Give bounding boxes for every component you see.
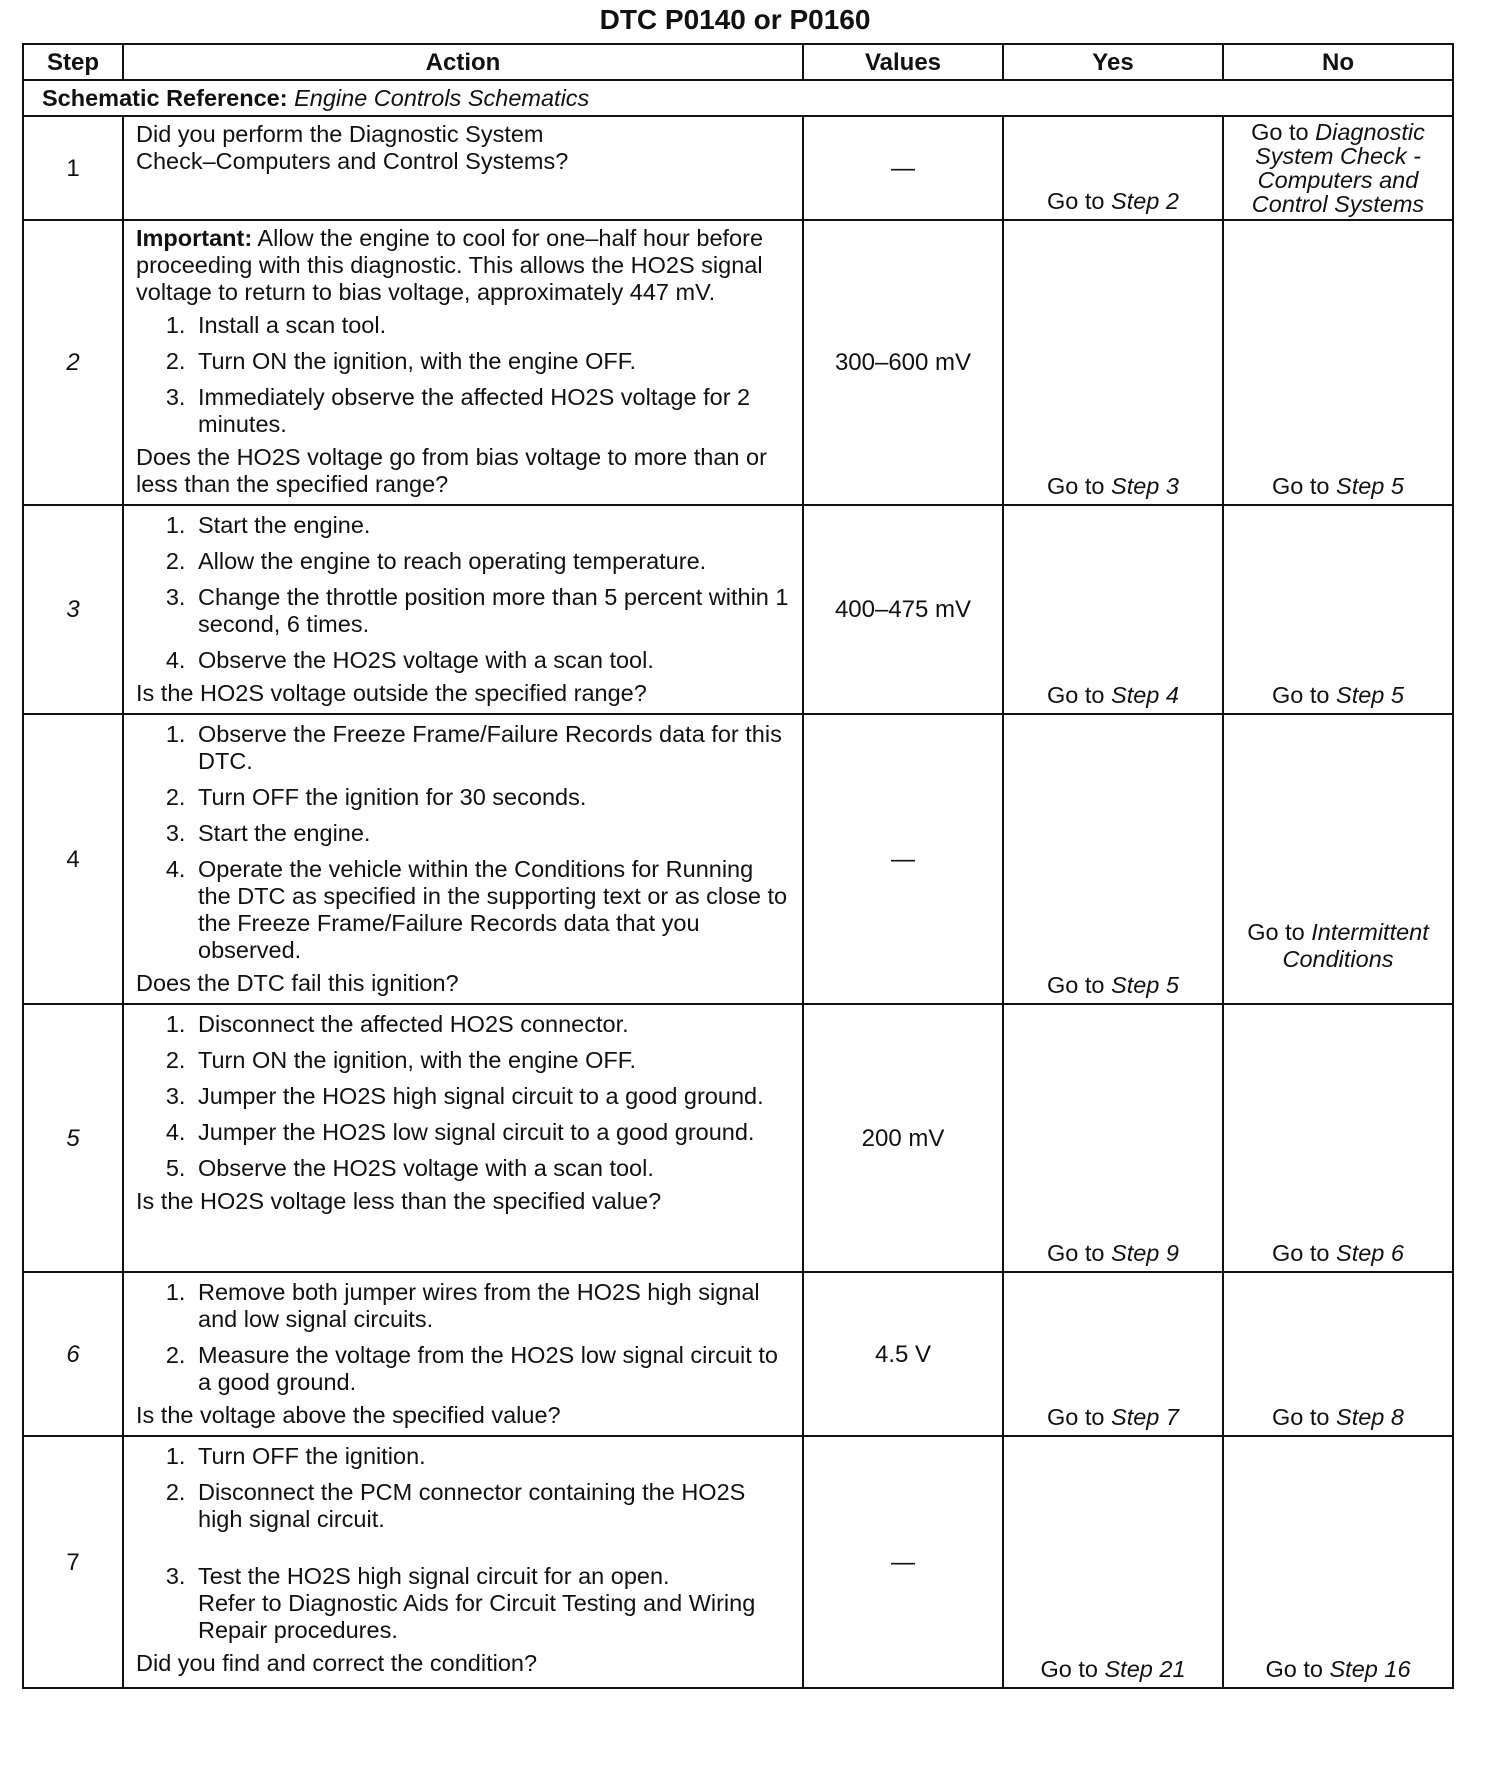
yes-link[interactable]: Step 3: [1111, 473, 1179, 499]
step-number: 7: [23, 1436, 123, 1688]
list-item: 3. Start the engine.: [192, 820, 790, 847]
schematic-reference-link[interactable]: Engine Controls Schematics: [294, 84, 590, 111]
value-cell: —: [803, 714, 1003, 1004]
table-row: [23, 1272, 1453, 1436]
no-link[interactable]: Step 6: [1336, 1240, 1404, 1266]
no-cell[interactable]: Go to Step 5: [1223, 220, 1453, 505]
table-row: [23, 1004, 1453, 1272]
yes-cell[interactable]: Go to Step 4: [1003, 505, 1223, 714]
action-cell: [123, 1272, 803, 1436]
page-title: DTC P0140 or P0160: [599, 4, 871, 35]
list-item: 2. Allow the engine to reach operating temperature.: [192, 548, 790, 575]
question-text: Is the voltage above the specified value?: [136, 1402, 561, 1428]
no-link[interactable]: Step 16: [1329, 1656, 1411, 1682]
list-item: 3. Change the throttle position more than 5 percent within 1 second, 6 times.: [192, 584, 790, 638]
yes-link[interactable]: Step 7: [1111, 1404, 1179, 1430]
step-number: 2: [23, 220, 123, 505]
yes-link[interactable]: Step 2: [1111, 188, 1179, 214]
no-cell[interactable]: Go to Step 16: [1223, 1436, 1453, 1688]
question-text: Does the DTC fail this ignition?: [136, 970, 459, 996]
action-cell: [123, 116, 803, 220]
step-list: [136, 721, 790, 964]
header-action: Action: [123, 44, 803, 80]
list-item: 4. Observe the HO2S voltage with a scan tool.: [192, 647, 790, 674]
list-item: 3. Test the HO2S high signal circuit for an open. Refer to Diagnostic Aids for Circuit Testing and Wiring Repair procedures.: [192, 1563, 790, 1644]
header-values: Values: [803, 44, 1003, 80]
step-list: [136, 1443, 790, 1644]
action-text: Did you perform the Diagnostic System Check–Computers and Control Systems?: [136, 121, 569, 174]
table-row: [23, 505, 1453, 714]
step-number: 3: [23, 505, 123, 714]
yes-cell[interactable]: Go to Step 5: [1003, 714, 1223, 1004]
action-cell: [123, 220, 803, 505]
yes-link[interactable]: Step 9: [1111, 1240, 1179, 1266]
list-item: 3. Jumper the HO2S high signal circuit to a good ground.: [192, 1083, 790, 1110]
no-link[interactable]: Intermittent Conditions: [1282, 919, 1429, 972]
table-row: [23, 220, 1453, 505]
step-number: 4: [23, 714, 123, 1004]
list-item: 2. Turn ON the ignition, with the engine OFF.: [192, 1047, 790, 1074]
step-list: [136, 312, 790, 438]
schematic-reference-label: Schematic Reference:: [42, 84, 288, 111]
question-text: Did you find and correct the condition?: [136, 1650, 538, 1676]
action-cell: [123, 714, 803, 1004]
list-item: 2. Turn ON the ignition, with the engine OFF.: [192, 348, 790, 375]
yes-link[interactable]: Step 4: [1111, 682, 1179, 708]
list-item: 1. Observe the Freeze Frame/Failure Records data for this DTC.: [192, 721, 790, 775]
no-link[interactable]: Step 5: [1336, 473, 1404, 499]
schematic-reference: [23, 80, 1453, 116]
reference-note: Refer to Diagnostic Aids for Circuit Testing and Wiring Repair procedures.: [198, 1590, 756, 1643]
yes-link[interactable]: Step 21: [1104, 1656, 1186, 1682]
step-number: 6: [23, 1272, 123, 1436]
action-cell: [123, 1436, 803, 1688]
list-item: 4. Jumper the HO2S low signal circuit to a good ground.: [192, 1119, 790, 1146]
list-item: 2. Measure the voltage from the HO2S low signal circuit to a good ground.: [192, 1342, 790, 1396]
no-cell[interactable]: Go to Step 8: [1223, 1272, 1453, 1436]
value-cell: 4.5 V: [803, 1272, 1003, 1436]
list-item: 2. Disconnect the PCM connector containing the HO2S high signal circuit.: [192, 1479, 790, 1533]
yes-cell[interactable]: Go to Step 2: [1003, 116, 1223, 220]
list-item: 1. Start the engine.: [192, 512, 790, 539]
value-cell: —: [803, 1436, 1003, 1688]
no-link[interactable]: Step 5: [1336, 682, 1404, 708]
list-item: 2. Turn OFF the ignition for 30 seconds.: [192, 784, 790, 811]
question-text: Is the HO2S voltage outside the specified range?: [136, 680, 647, 706]
list-item: 4. Operate the vehicle within the Conditions for Running the DTC as specified in the supporting text or as close to the Freeze Frame/Failure Records data that you observed.: [192, 856, 790, 964]
schematic-reference-row: [23, 80, 1453, 116]
step-list: [136, 1011, 790, 1182]
list-item: 5. Observe the HO2S voltage with a scan tool.: [192, 1155, 790, 1182]
action-cell: [123, 505, 803, 714]
important-label: Important:: [136, 225, 253, 251]
important-text: Allow the engine to cool for one–half hour before proceeding with this diagnostic. This allows the HO2S signal voltage to return to bias voltage, approximately 447 mV.: [136, 225, 764, 305]
list-item: 1. Install a scan tool.: [192, 312, 790, 339]
table-header-row: [23, 44, 1453, 80]
action-cell: [123, 1004, 803, 1272]
yes-cell[interactable]: Go to Step 7: [1003, 1272, 1223, 1436]
yes-link[interactable]: Step 5: [1111, 972, 1179, 998]
step-number: 1: [23, 116, 123, 220]
value-cell: —: [803, 116, 1003, 220]
value-cell: 200 mV: [803, 1004, 1003, 1272]
no-cell[interactable]: Go to Step 6: [1223, 1004, 1453, 1272]
yes-cell[interactable]: Go to Step 3: [1003, 220, 1223, 505]
important-note: [136, 225, 790, 306]
table-row: [23, 116, 1453, 220]
no-cell[interactable]: Go to Step 5: [1223, 505, 1453, 714]
list-item: 1. Disconnect the affected HO2S connector.: [192, 1011, 790, 1038]
question-text: Does the HO2S voltage go from bias voltage to more than or less than the specified range?: [136, 444, 767, 497]
table-row: [23, 1436, 1453, 1688]
yes-cell[interactable]: Go to Step 21: [1003, 1436, 1223, 1688]
step-number: 5: [23, 1004, 123, 1272]
header-yes: Yes: [1003, 44, 1223, 80]
question-text: Is the HO2S voltage less than the specified value?: [136, 1188, 662, 1214]
yes-cell[interactable]: Go to Step 9: [1003, 1004, 1223, 1272]
header-step: Step: [23, 44, 123, 80]
value-cell: 400–475 mV: [803, 505, 1003, 714]
no-cell[interactable]: Go to Intermittent Conditions: [1223, 714, 1453, 1004]
no-link[interactable]: Step 8: [1336, 1404, 1404, 1430]
header-no: No: [1223, 44, 1453, 80]
step-list: [136, 512, 790, 674]
list-item: 1. Turn OFF the ignition.: [192, 1443, 790, 1470]
value-cell: 300–600 mV: [803, 220, 1003, 505]
no-cell[interactable]: Go to Diagnostic System Check - Computers and Control Systems: [1223, 116, 1453, 220]
diagnostic-table: [22, 43, 1454, 1689]
table-row: [23, 714, 1453, 1004]
step-list: [136, 1279, 790, 1396]
list-item: 1. Remove both jumper wires from the HO2S high signal and low signal circuits.: [192, 1279, 790, 1333]
no-link[interactable]: Diagnostic System Check - Computers and Control Systems: [1251, 119, 1425, 217]
list-item: 3. Immediately observe the affected HO2S voltage for 2 minutes.: [192, 384, 790, 438]
